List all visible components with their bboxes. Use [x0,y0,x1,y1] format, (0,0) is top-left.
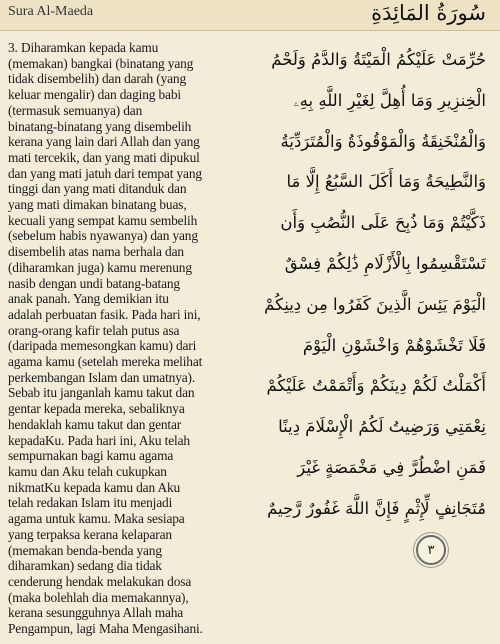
translation-line: anak panah. Yang demikian itu [8,291,169,307]
translation-line: kamu dan Aku telah cukupkan [8,463,167,479]
translation-line: kerana sesungguhnya Allah maha [8,605,184,621]
translation-line: (daripada memesongkan kamu) dari [8,338,197,354]
arabic-line: فَلَا تَخْشَوْهُمْ وَاخْشَوْنِ الْيَوْمَ [302,335,486,355]
translation-line: (memakan benda-benda yang [8,542,162,558]
arabic-line: وَالنَّطِيحَةُ وَمَا أَكَلَ السَّبُعُ إِلَّا مَا [286,172,486,192]
translation-line: hendaklah kamu takut dan gentar [8,416,182,432]
translation-line: keluar mengalir) dan daging babi [8,87,181,103]
surah-name: Sura Al-Maeda [8,4,94,19]
translation-line: kecuali yang sempat kamu sembelih [8,212,198,228]
translation-line: perkembangan Islam dan umatnya). [8,369,196,385]
translation-text [8,40,256,637]
translation-line: (maka bolehlah dia memakannya), [8,589,189,605]
translation-line: 3. Diharamkan kepada kamu [8,40,159,55]
translation-line: kepadaKu. Pada hari ini, Aku telah [8,432,190,448]
translation-line: cenderung hendak melakukan dosa [8,573,192,589]
arabic-line: حُرِّمَتْ عَلَيْكُمُ الْمَيْتَةُ وَالدَّمُ وَلَحْمُ [271,50,486,69]
translation-line: binatang-binatang yang disembelih [8,118,192,134]
translation-line: adalah perbuatan fasik. Pada hari ini, [8,306,201,322]
translation-line: mati tercekik, dan yang mati dipukul [8,149,200,165]
arabic-line: الْخِنزِيرِ وَمَا أُهِلَّ لِغَيْرِ اللَّهِ بِهِۦ [293,90,486,110]
surah-title-arabic: سُورَةُ المَائِدَةِ [371,1,486,25]
arabic-line: مُتَجَانِفٍ لِّإِثْمٍ فَإِنَّ اللَّهَ غَفُورٌ رَّحِيمٌ [267,498,486,518]
arabic-line: نِعْمَتِي وَرَضِيتُ لَكُمُ الْإِسْلَامَ دِينًا [278,417,486,437]
translation-line: gentar kepada mereka, sebaliknya [8,401,185,417]
translation-line: telah redakan Islam itu menjadi [8,495,173,511]
translation-line: nikmatKu kepada kamu dan Aku [8,479,181,495]
arabic-line: أَكْمَلْتُ لَكُمْ دِينَكُمْ وَأَتْمَمْتُ عَلَيْكُمْ [266,376,486,396]
translation-line: (sebelum habis nyawanya) dan yang [8,228,198,244]
translation-line: agama untuk kamu. Maka sesiapa [8,511,185,527]
translation-line: disembelih atas nama berhala dan [8,244,184,260]
translation-line: dan yang mati jatuh dari tempat yang [8,165,202,181]
translation-line: sempurnakan bagi kamu agama [8,448,174,464]
translation-line: agama kamu (setelah mereka melihat [8,354,203,370]
translation-line: yang mati dimakan binatang buas, [8,197,187,213]
arabic-line: ذَكَّيْتُمْ وَمَا ذُبِحَ عَلَى النُّصُبِ وَأَن [280,213,486,233]
translation-line: kerana yang lain dari Allah dan yang [8,134,200,150]
translation-line: nasib dengan undi batang-batang [8,275,180,291]
arabic-line: الْيَوْمَ يَئِسَ الَّذِينَ كَفَرُوا مِن دِينِكُمْ [264,294,486,314]
arabic-text [264,40,494,530]
translation-line: (diharamkan juga) kamu merenung [8,259,192,275]
translation-line: tidak disembelih) dan darah (yang [8,71,186,87]
arabic-line: وَالْمُنْخَنِقَةُ وَالْمَوْقُوذَةُ وَالْمُتَرَدِّيَةُ [280,131,486,151]
translation-line: diharamkan) sedang dia tidak [8,558,162,574]
ayah-number-marker [416,535,446,565]
arabic-line: فَمَنِ اضْطُرَّ فِي مَخْمَصَةٍ غَيْرَ [297,457,486,477]
translation-line: tinggi dan yang mati ditanduk dan [8,181,187,197]
arabic-line: تَسْتَقْسِمُوا بِالْأَزْلَامِ ذَٰلِكُمْ فِسْقٌ [284,253,486,273]
translation-line: yang terpaksa kerana kelaparan [8,526,172,542]
translation-line: (memakan) bangkai (binatang yang [8,55,194,71]
translation-line: orang-orang kafir telah putus asa [8,322,180,338]
page-header [0,0,500,31]
translation-line: Sebab itu janganlah kamu takut dan [8,385,195,401]
translation-line: Pengampun, lagi Maha Mengasihani. [8,621,203,637]
ayah-number: ٣ [427,542,435,558]
translation-line: (termasuk semuanya) dan [8,102,143,118]
